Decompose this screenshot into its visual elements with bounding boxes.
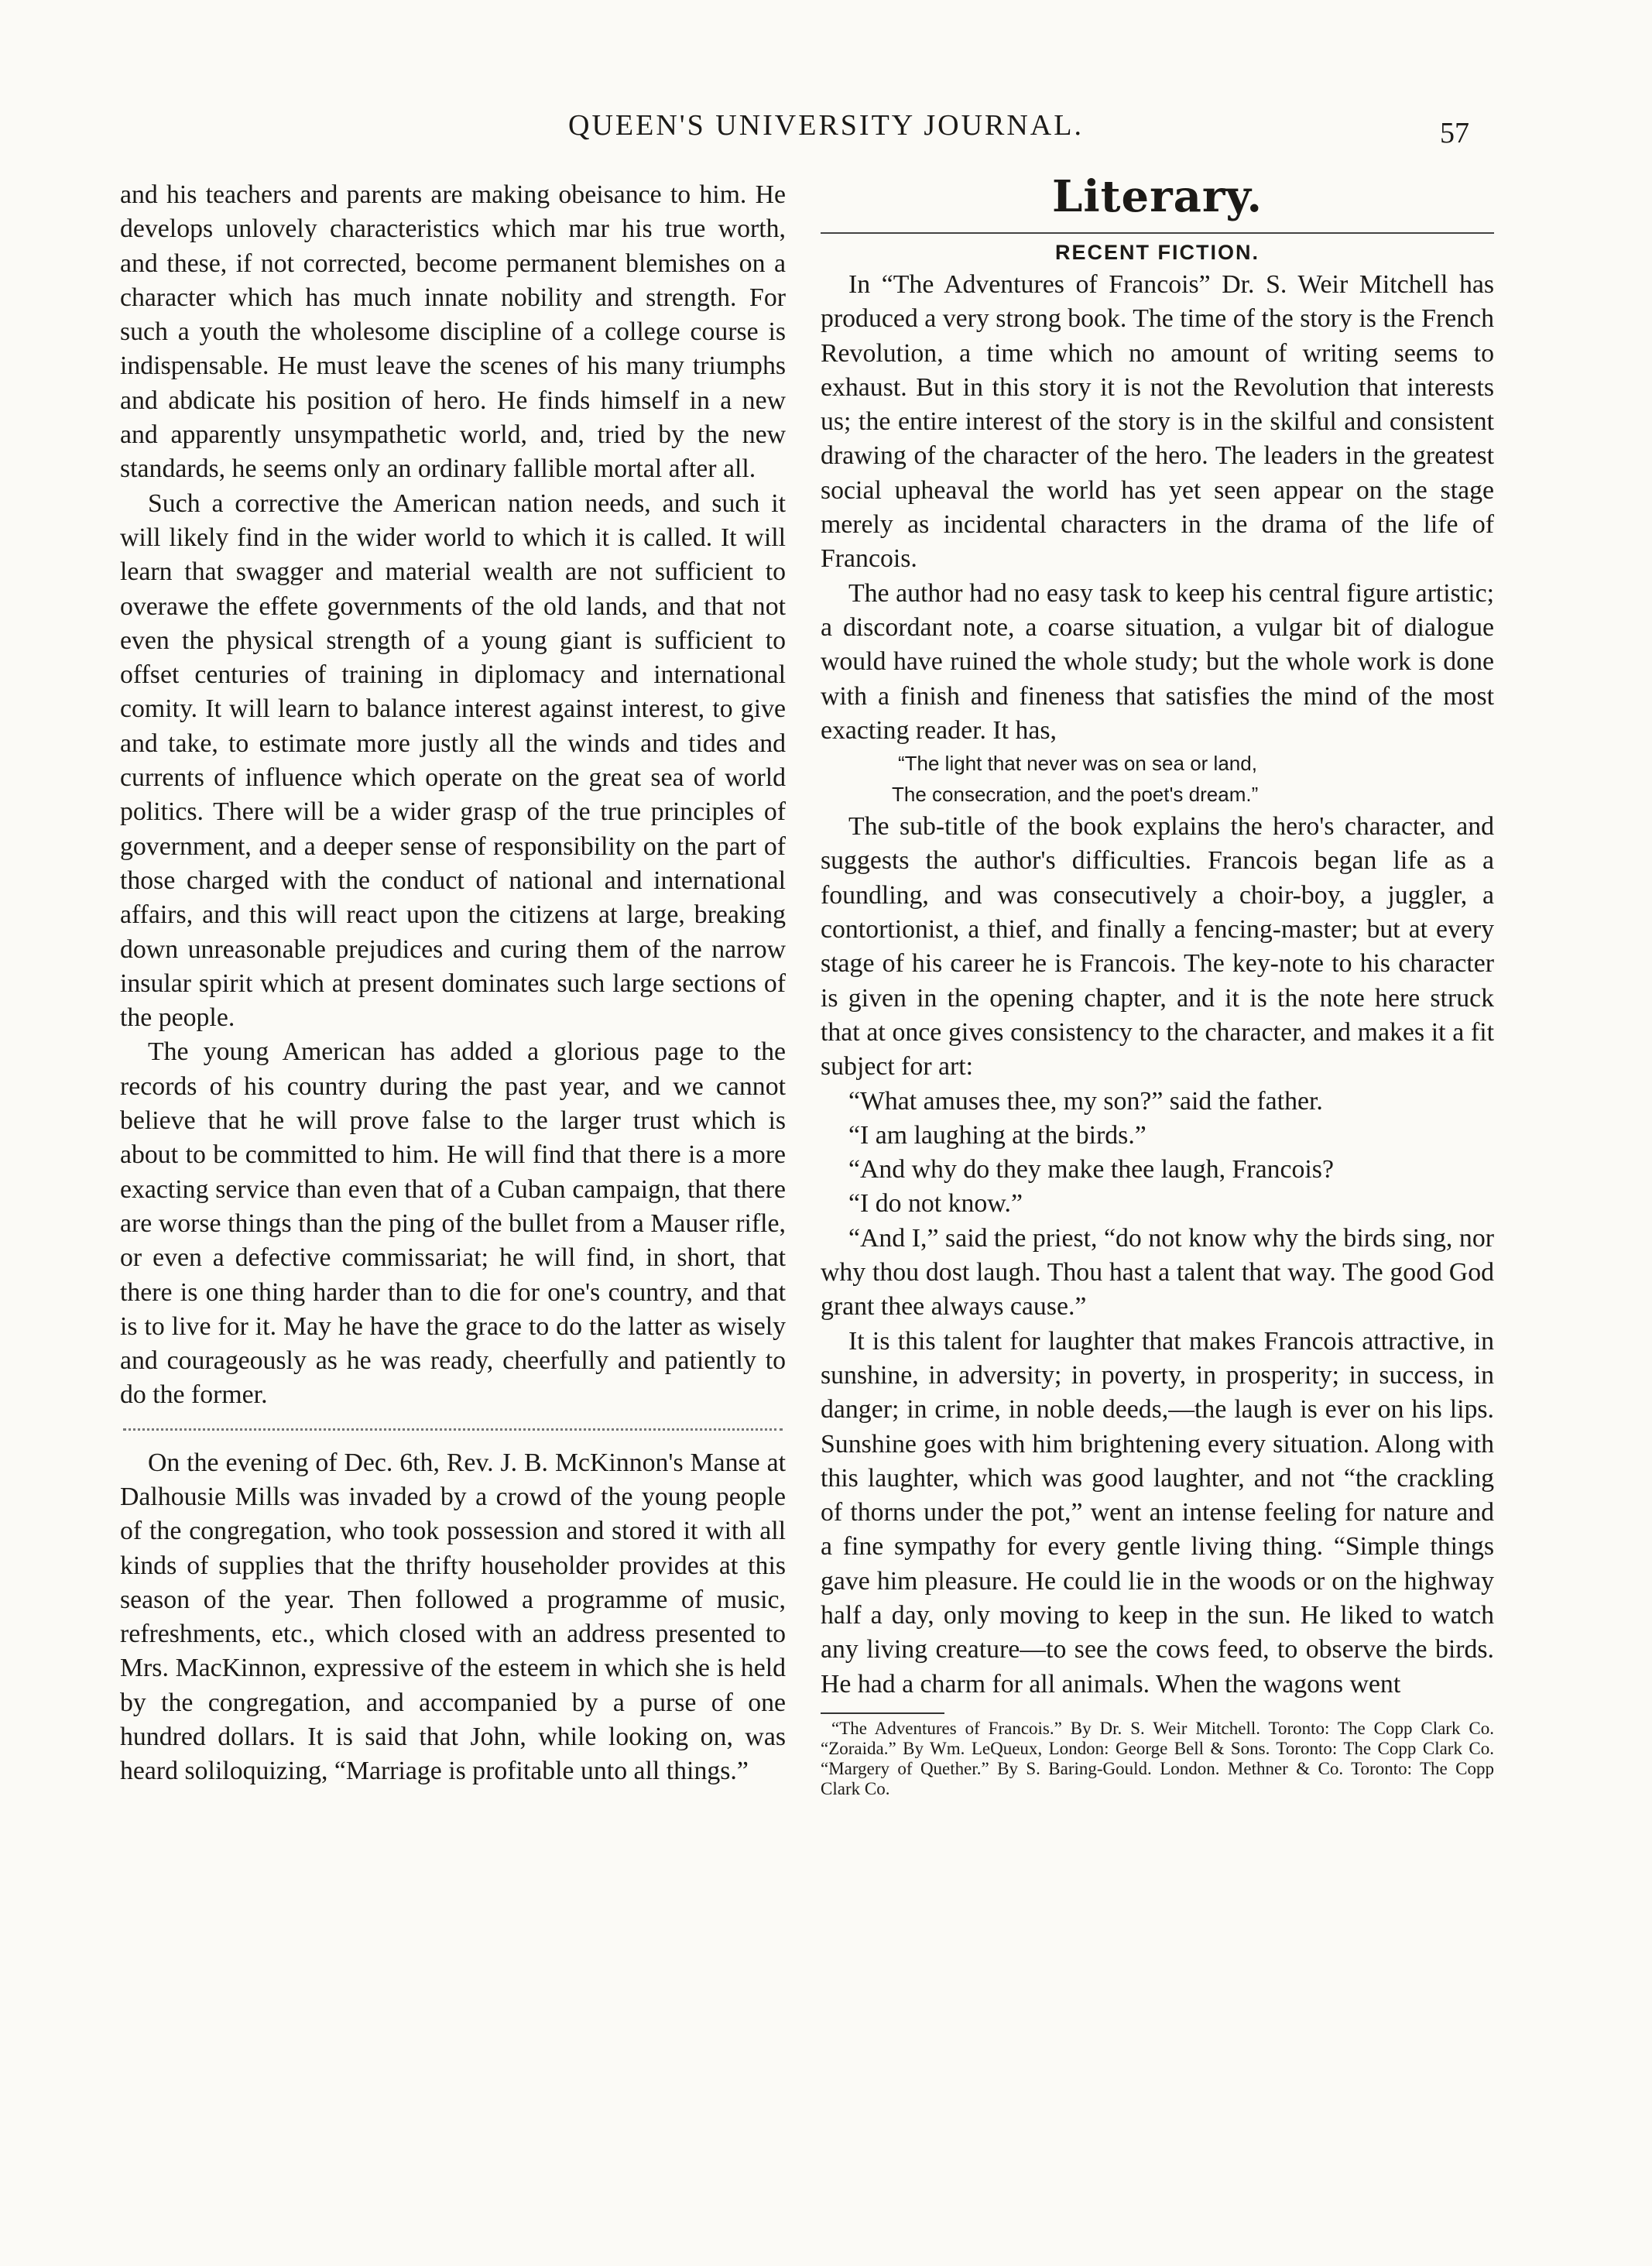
page-number: 57 — [1440, 117, 1469, 149]
subsection-heading: RECENT FICTION. — [1055, 241, 1260, 264]
dialogue-line: “And why do they make thee laugh, Francois? — [848, 1155, 1334, 1184]
left-column — [120, 178, 786, 1789]
paragraph: The author had no easy task to keep his central figure artistic; a discordant note, a coarse situation, a vulgar bit of dialogue would have ruined the whole study; but the whole work is done with a finish and fineness that satisfies the mind of the most exacting reader. It has, — [821, 578, 1494, 745]
paragraph: In “The Adventures of Francois” Dr. S. Weir Mitchell has produced a very strong book. The time of the story is the French Revolution, a time which no amount of writing seems to exhaust. But in this story it is not the Revolution that interests us; the entire interest of the story is in the skilful and consistent drawing of the character of the hero. The leaders in the greatest social upheaval the world has yet seen appear on the stage merely as incidental characters in the drama of the life of Francois. — [821, 270, 1494, 574]
verse-line: The consecration, and the poet's dream.” — [892, 783, 1259, 807]
section-title: Literary. — [1051, 171, 1263, 222]
dialogue-line: “I do not know.” — [848, 1189, 1023, 1219]
running-head: QUEEN'S UNIVERSITY JOURNAL. — [568, 109, 1084, 142]
right-column — [821, 166, 1494, 1799]
paragraph: It is this talent for laughter that makes Francois attractive, in sunshine, in adversity; in poverty, in prosperity; in success, in danger; in crime, in noble deeds,—the laugh is ever on his lips. Sunshine goes with him brightening every situation. Along with this laughter, which was good laughter, and not “the crackling of thorns under the pot,” went an intense feeling for nature and a fine sympathy for every gentle living thing. “Simple things gave him pleasure. He could lie in the woods or on the highway half a day, only moving to keep in the sun. He liked to watch any living creature—to see the cows feed, to observe the birds. He had a charm for all animals. When the wagons went — [821, 1326, 1494, 1699]
dialogue-line: “What amuses thee, my son?” said the father. — [848, 1086, 1323, 1116]
verse-line: “The light that never was on sea or land, — [898, 752, 1257, 776]
footnote-rule — [821, 1712, 944, 1714]
paragraph: The young American has added a glorious page to the records of his country during the past year, and we cannot believe that he will prove false to the larger trust which is about to be committed to him. He will find that there is a more exacting service than even that of a Cuban campaign, that there are worse things than the ping of the bullet from a Mauser rifle, or even a defective commissariat; he will find, in short, that there is one thing harder than to die for one's country, and that is to live for it. May he have the grace to do the latter as wisely and courageously as he was ready, cheerfully and patiently to do the former. — [120, 1037, 786, 1410]
dialogue-line: “I am laughing at the birds.” — [848, 1120, 1146, 1150]
section-divider — [123, 1428, 783, 1431]
paragraph-continued: and his teachers and parents are making obeisance to him. He develops unlovely characteristics which mar his true worth, and these, if not corrected, become permanent blemishes on a character which has much innate nobility and strength. For such a youth the wholesome discipline of a college course is indispensable. He must leave the scenes of his many triumphs and abdicate his position of hero. He finds himself in a new and apparently unsympathetic world, and, tried by the new standards, he seems only an ordinary fallible mortal after all. — [120, 180, 786, 484]
paragraph: The sub-title of the book explains the hero's character, and suggests the author's difficulties. Francois began life as a foundling, and was consecutively a choir-boy, a juggler, a contortionist, a thief, and finally a fencing-master; but at every stage of his career he is Francois. The key-note to his character is given in the opening chapter, and it is the note here struck that at once gives consistency to the character, and makes it a fit subject for art: — [821, 812, 1494, 1082]
footnote: “The Adventures of Francois.” By Dr. S. Weir Mitchell. Toronto: The Copp Clark Co. “Zoraida.” By Wm. LeQueux, London: George Bell & Sons. Toronto: The Copp Clark Co. “Margery of Quether.” By S. Baring-Gould. London. Methner & Co. Toronto: The Copp Clark Co. — [821, 1718, 1494, 1798]
news-item: On the evening of Dec. 6th, Rev. J. B. McKinnon's Manse at Dalhousie Mills was invaded by a crowd of the young people of the congregation, who took possession and stored it with all kinds of supplies that the thrifty householder provides at this season of the year. Then followed a programme of music, refreshments, etc., which closed with an address presented to Mrs. MacKinnon, expressive of the esteem in which she is held by the congregation, and accompanied by a purse of one hundred dollars. It is said that John, while looking on, was heard soliloquizing, “Marriage is profitable unto all things.” — [120, 1448, 786, 1786]
dialogue-line: “And I,” said the priest, “do not know why the birds sing, nor why thou dost laugh. Thou hast a talent that way. The good God grant thee always cause.” — [821, 1223, 1494, 1322]
paragraph: Such a corrective the American nation needs, and such it will likely find in the wider world to which it is called. It will learn that swagger and material wealth are not sufficient to overawe the effete governments of the old lands, and that not even the physical strength of a young giant is sufficient to offset centuries of training in diplomacy and international comity. It will learn to balance interest against interest, to give and take, to estimate more justly all the winds and tides and currents of influence which operate on the great sea of world politics. There will be a wider grasp of the true principles of government, and a deeper sense of responsibility on the part of those charged with the conduct of national and international affairs, and this will react upon the citizens at large, breaking down unreasonable prejudices and curing them of the narrow insular spirit which at present dominates such large sections of the people. — [120, 489, 786, 1033]
title-rule — [821, 232, 1494, 234]
